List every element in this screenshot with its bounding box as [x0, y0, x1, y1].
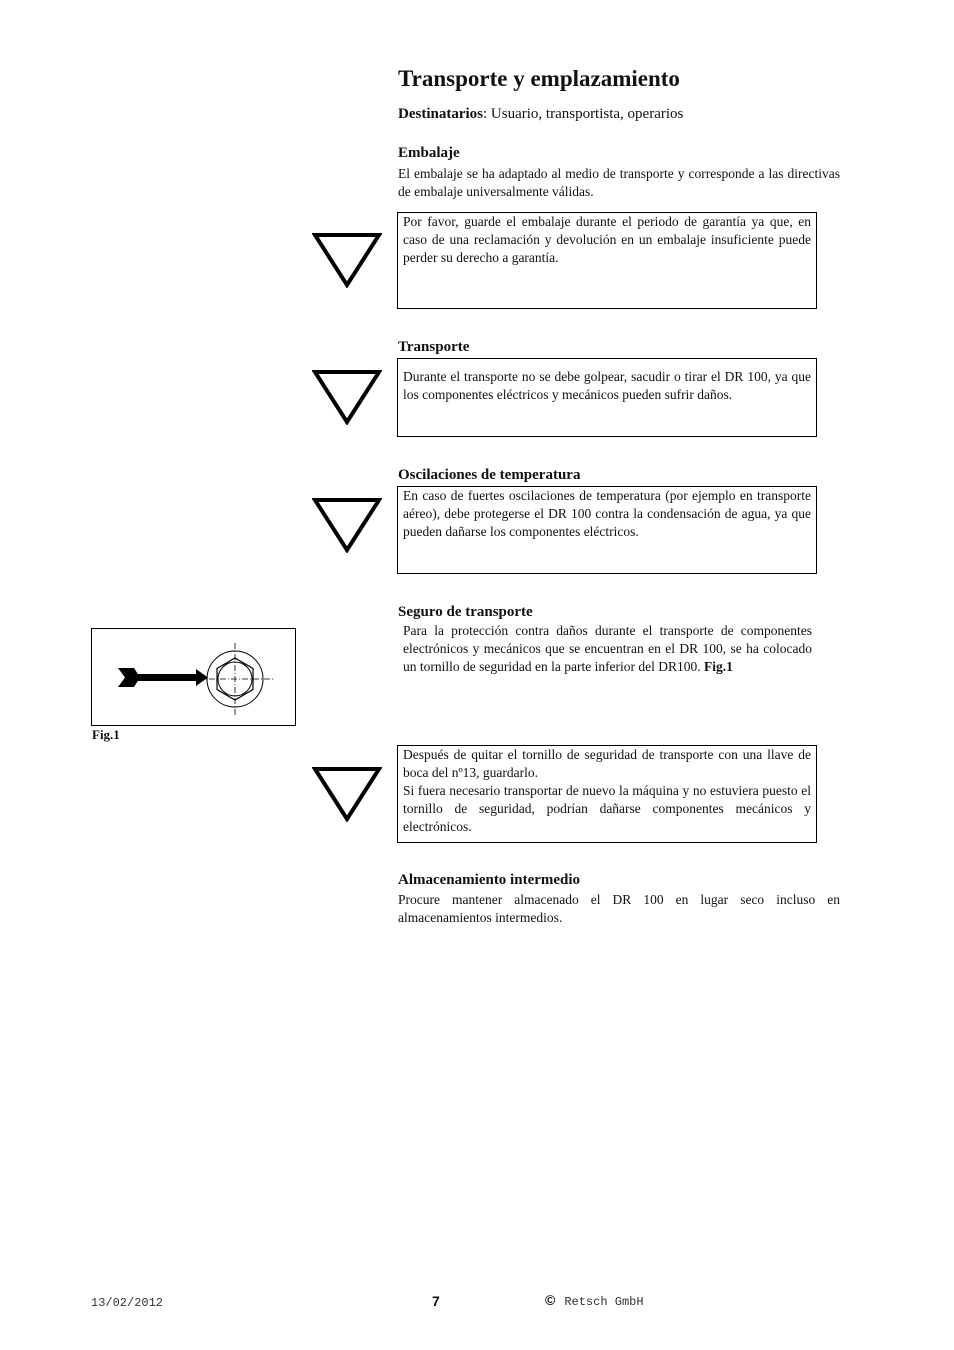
recipients-label: Destinatarios [398, 106, 483, 122]
recipients-text: : Usuario, transportista, operarios [483, 106, 684, 122]
heading-almacenamiento: Almacenamiento intermedio [398, 872, 581, 888]
warning-box-transporte [397, 358, 817, 437]
footer-date: 13/02/2012 [91, 1296, 164, 1310]
warning-text-seguro-1: Después de quitar el tornillo de seguridad de transporte con una llave de boca del nº13, guardarlo. [403, 747, 811, 780]
figure-1-label: Fig.1 [92, 727, 120, 742]
warning-text-transporte: Durante el transporte no se debe golpear, sacudir o tirar el DR 100, ya que los componentes eléctricos y mecánicos pueden sufrir daños. [403, 369, 811, 402]
heading-oscilaciones: Oscilaciones de temperatura [398, 467, 581, 483]
text-almacenamiento: Procure mantener almacenado el DR 100 en lugar seco incluso en almacenamientos intermedios. [398, 892, 840, 925]
text-seguro-body: Para la protección contra daños durante el transporte de componentes electrónicos y mecánicos que se encuentran en el DR 100, se ha colocado un tornillo de seguridad en la parte inferior del DR100. [403, 623, 812, 674]
warning-triangle-icon [312, 766, 382, 822]
heading-seguro: Seguro de transporte [398, 604, 533, 620]
warning-text-seguro-2: Si fuera necesario transportar de nuevo la máquina y no estuviera puesto el tornillo de seguridad, podrían dañarse componentes mecánicos y electrónicos. [403, 783, 811, 834]
page-title: Transporte y emplazamiento [398, 66, 680, 91]
warning-text-embalaje: Por favor, guarde el embalaje durante el periodo de garantía ya que, en caso de una reclamación y devolución en un embalaje insuficiente puede perder su derecho a garantía. [403, 214, 811, 265]
hex-bolt-icon [198, 643, 274, 715]
warning-box-seguro [397, 745, 817, 843]
page-number: 7 [432, 1293, 440, 1309]
text-embalaje: El embalaje se ha adaptado al medio de transporte y corresponde a las directivas de embalaje universalmente válidas. [398, 166, 840, 199]
warning-box-oscilaciones [397, 486, 817, 574]
figure-1-drawing [92, 629, 295, 725]
text-seguro [403, 622, 812, 676]
arrow-right-icon [118, 668, 208, 687]
heading-embalaje: Embalaje [398, 145, 460, 161]
warning-text-oscilaciones: En caso de fuertes oscilaciones de temperatura (por ejemplo en transporte aéreo), debe protegerse el DR 100 contra la condensación de agua, ya que pueden dañarse los componentes eléctricos. [403, 488, 811, 539]
warning-box-embalaje [397, 212, 817, 309]
figure-1 [91, 628, 296, 726]
copyright-icon: © [545, 1292, 556, 1308]
warning-triangle-icon [312, 369, 382, 425]
warning-triangle-icon [312, 232, 382, 288]
text-seguro-figref: Fig.1 [704, 659, 733, 674]
heading-transporte: Transporte [398, 339, 470, 355]
footer-copyright [545, 1292, 644, 1309]
warning-triangle-icon [312, 497, 382, 553]
footer-company: Retsch GmbH [564, 1295, 644, 1309]
recipients-line [398, 106, 683, 123]
